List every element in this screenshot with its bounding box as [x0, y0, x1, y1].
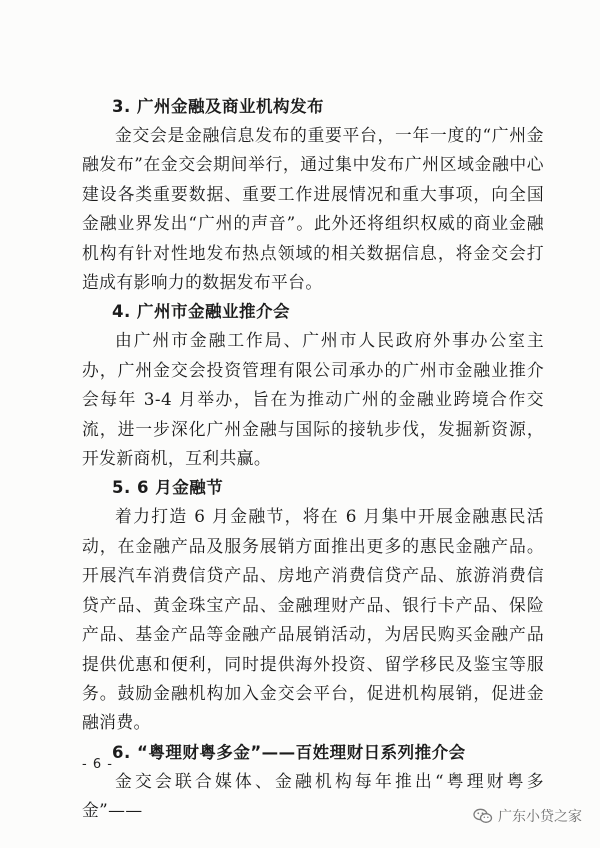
section-5 — [82, 473, 544, 737]
section-3 — [82, 92, 544, 297]
section-paragraph: 金交会联合媒体、金融机构每年推出“粤理财粤多金”—— — [82, 770, 544, 821]
section-heading: 3. 广州金融及商业机构发布 — [112, 97, 324, 116]
watermark-text: 广东小贷之家 — [498, 809, 582, 825]
section-heading: 5. 6 月金融节 — [112, 478, 224, 498]
section-heading: 4. 广州市金融业推介会 — [112, 302, 290, 322]
section-heading: 6. “粤理财粤多金”——百姓理财日系列推介会 — [112, 742, 466, 762]
document-body — [82, 92, 544, 826]
page-number: - 6 - — [82, 757, 113, 772]
watermark — [473, 806, 582, 826]
wechat-icon — [473, 808, 493, 824]
section-paragraph: 金交会是金融信息发布的重要平台，一年一度的“广州金融发布”在金交会期间举行，通过集中发布广州区域金融中心建设各类重要数据、重要工作进展情况和重大事项，向全国金融业界发出“广州的声音”。此外还将组织权威的商业金融机构有针对性地发布热点领域的相关数据信息，将金交会打造成有影响力的数据发布平台。 — [82, 125, 544, 293]
section-paragraph: 着力打造 6 月金融节，将在 6 月集中开展金融惠民活动，在金融产品及服务展销方面推出更多的惠民金融产品。开展汽车消费信贷产品、房地产消费信贷产品、旅游消费信贷产品、黄金珠宝产品、金融理财产品、银行卡产品、保险产品、基金产品等金融产品展销活动，为居民购买金融产品提供优惠和便利，同时提供海外投资、留学移民及鉴宝等服务。鼓励金融机构加入金交会平台，促进机构展销，促进金融消费。 — [82, 506, 544, 733]
section-paragraph: 由广州市金融工作局、广州市人民政府外事办公室主办，广州金交会投资管理有限公司承办的广州市金融业推介会每年 3-4 月举办，旨在为推动广州的金融业跨境合作交流，进一步深化广州金融与国际的接轨步伐，发掘新资源，开发新商机，互利共赢。 — [82, 330, 544, 469]
section-4 — [82, 297, 544, 473]
